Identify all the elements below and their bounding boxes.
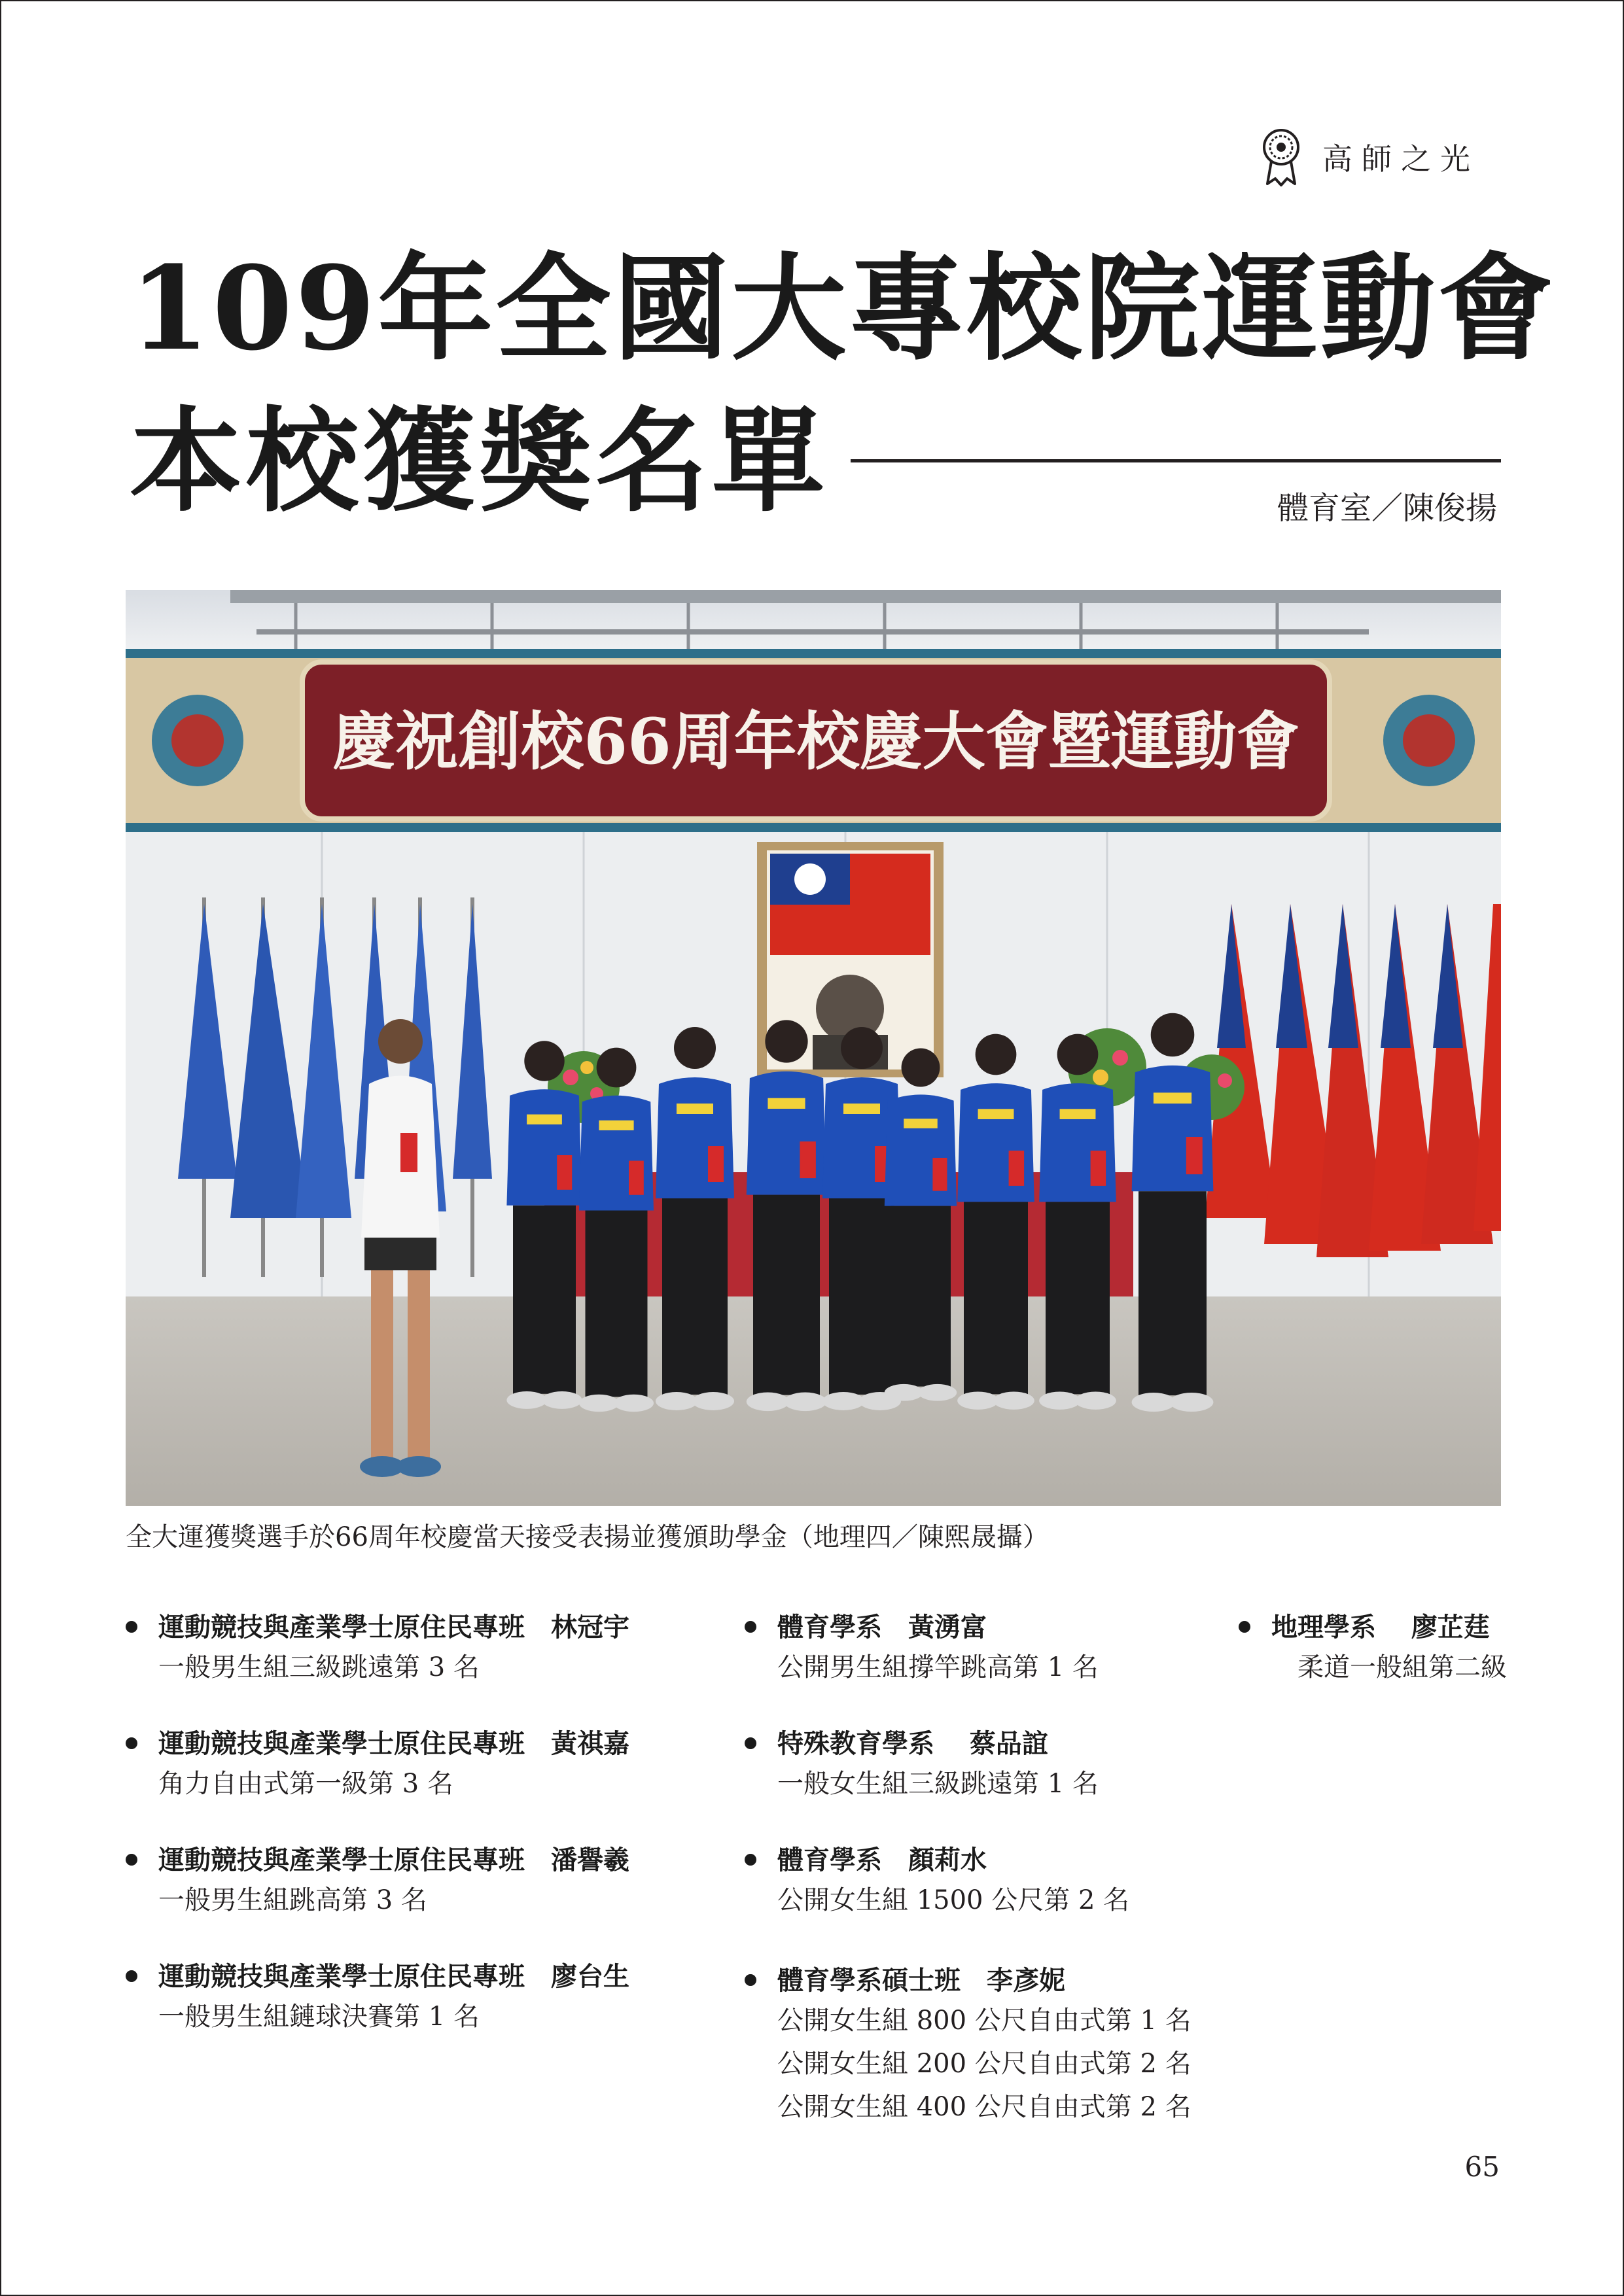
award-result: 公開女生組 1500 公尺第 2 名: [777, 1885, 1130, 1915]
bullet-icon: [126, 1737, 137, 1749]
bullet-icon: [1239, 1621, 1250, 1633]
bullet-icon: [126, 1621, 137, 1633]
section-tag: [1260, 128, 1479, 186]
award-recipient: 運動競技與產業學士原住民專班 黃祺嘉: [158, 1729, 629, 1759]
award-result: 角力自由式第一級第 3 名: [158, 1769, 453, 1799]
section-label: 高師之光: [1322, 141, 1479, 177]
award-result: 一般男生組三級跳遠第 3 名: [158, 1652, 480, 1682]
bullet-icon: [745, 1974, 756, 1986]
page-title-line-1: 109年全國大專校院運動會: [130, 241, 1556, 376]
award-entry: [745, 1609, 1242, 1689]
athlete: [1039, 1034, 1116, 1410]
bullet-icon: [126, 1854, 137, 1866]
athlete: [579, 1048, 654, 1412]
athlete: [656, 1027, 734, 1410]
athlete: [822, 1027, 901, 1410]
award-recipient: 體育學系 黃湧富: [777, 1612, 987, 1643]
award-result: 一般女生組三級跳遠第 1 名: [777, 1769, 1099, 1799]
award-entry: [126, 1958, 701, 2038]
award-recipient: 體育學系碩士班 李彥妮: [777, 1966, 1065, 1996]
title-rule: [851, 459, 1501, 462]
award-entry: [745, 1726, 1242, 1805]
award-result: 柔道一般組第二級: [1297, 1652, 1507, 1682]
athlete: [1132, 1013, 1214, 1412]
award-recipient: 地理學系 廖芷莛: [1271, 1612, 1490, 1643]
award-entry: [745, 1842, 1242, 1922]
athlete: [506, 1041, 582, 1409]
banner-text: 慶祝創校66周年校慶大會暨運動會: [332, 704, 1299, 778]
athlete: [747, 1020, 826, 1411]
award-recipient: 運動競技與產業學士原住民專班 廖台生: [158, 1962, 629, 1992]
page-number: 65: [1464, 2151, 1500, 2183]
page-title-line-2: 本校獲獎名單: [130, 394, 828, 527]
award-entry: [1239, 1609, 1507, 1689]
bullet-icon: [745, 1737, 756, 1749]
bullet-icon: [745, 1621, 756, 1633]
award-result: 公開女生組 200 公尺自由式第 2 名: [777, 2049, 1192, 2079]
award-ceremony-photo: [126, 590, 1501, 1506]
author-credit: 體育室／陳俊揚: [1277, 490, 1497, 527]
photo-illustration: [126, 590, 1501, 1506]
award-entry: [745, 1962, 1242, 2129]
award-entry: [126, 1726, 701, 1805]
award-result: 一般男生組跳高第 3 名: [158, 1885, 427, 1915]
award-result: 一般男生組鏈球決賽第 1 名: [158, 2002, 480, 2032]
award-entry: [126, 1842, 701, 1922]
photo-caption: 全大運獲獎選手於66周年校慶當天接受表揚並獲頒助學金（地理四／陳熙晟攝）: [126, 1522, 1049, 1552]
award-recipient: 特殊教育學系 蔡品誼: [777, 1729, 1048, 1759]
award-entry: [126, 1609, 701, 1689]
bullet-icon: [126, 1970, 137, 1982]
shirt-logo-text: RUN: [857, 1499, 860, 1500]
award-recipient: 運動競技與產業學士原住民專班 潘譽羲: [158, 1845, 629, 1875]
athlete: [957, 1034, 1034, 1410]
award-recipient: 運動競技與產業學士原住民專班 林冠宇: [158, 1612, 629, 1643]
athlete: [885, 1049, 957, 1401]
bullet-icon: [745, 1854, 756, 1866]
award-result: 公開男生組撐竿跳高第 1 名: [777, 1652, 1099, 1682]
award-result: 公開女生組 800 公尺自由式第 1 名: [777, 2006, 1192, 2036]
award-result: 公開女生組 400 公尺自由式第 2 名: [777, 2092, 1192, 2122]
award-recipient: 體育學系 顏莉水: [777, 1845, 987, 1875]
school-emblem-icon: [1260, 128, 1303, 186]
